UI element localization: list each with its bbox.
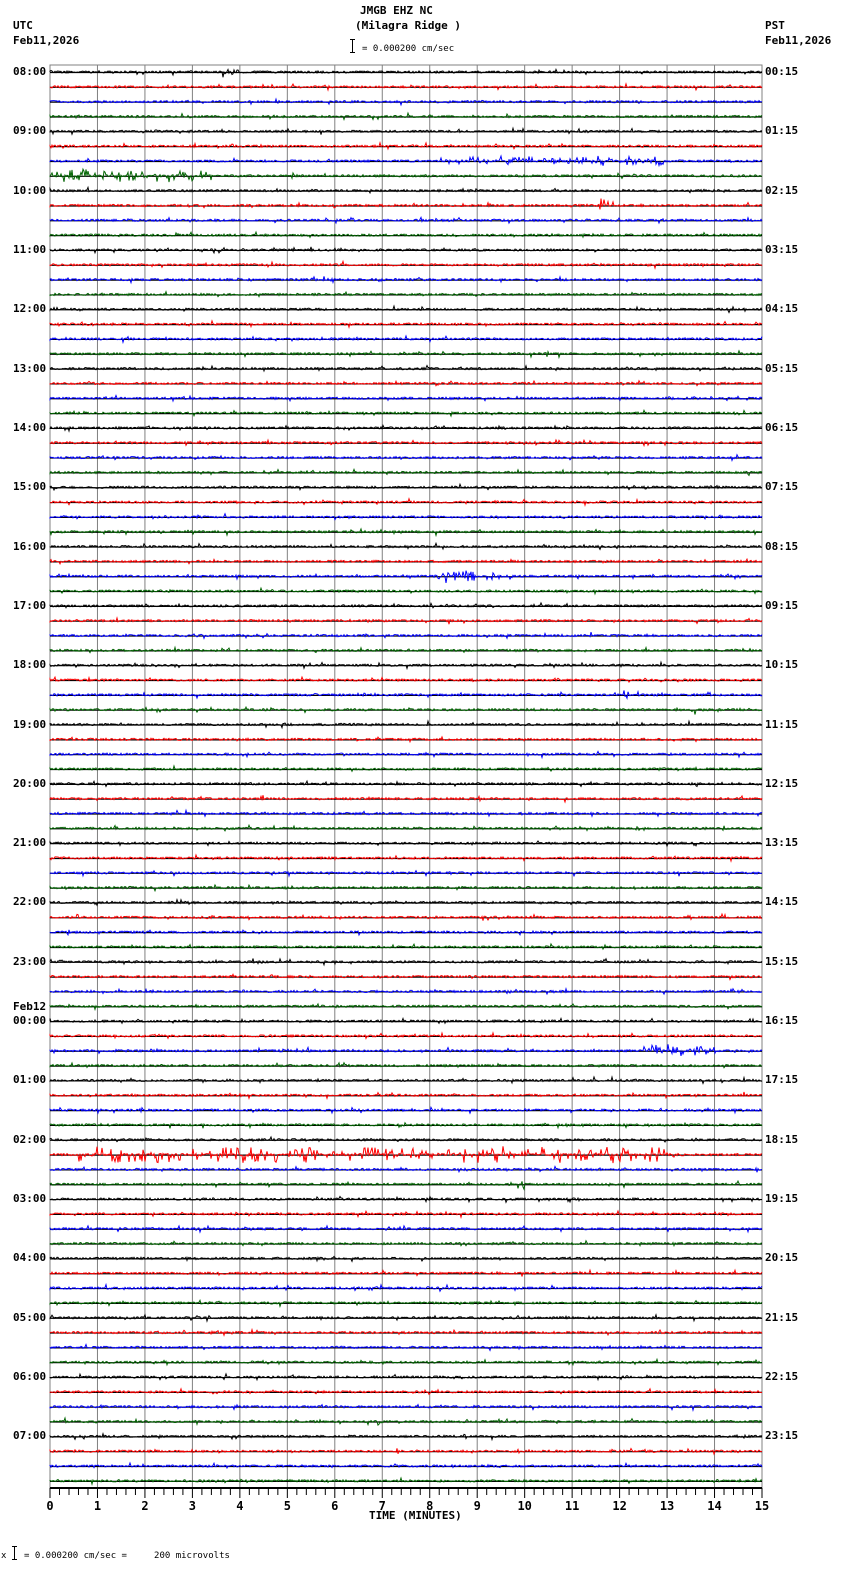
x-tick-label: 15 (754, 1499, 770, 1513)
utc-hour-label: 13:00 (13, 361, 47, 375)
x-tick-label: 6 (331, 1499, 339, 1513)
footer-scale-label: = 0.000200 cm/sec = 200 microvolts (24, 1551, 230, 1561)
utc-hour-label: 11:00 (13, 242, 47, 256)
pst-time-label: 05:15 (765, 361, 799, 375)
x-tick-label: 2 (141, 1499, 149, 1513)
x-tick-label: 13 (659, 1499, 675, 1513)
utc-hour-label: 04:00 (13, 1251, 47, 1265)
pst-time-label: 00:15 (765, 65, 799, 78)
utc-hour-label: 14:00 (13, 420, 47, 434)
utc-hour-label: 06:00 (13, 1370, 47, 1384)
right-timezone: PST (765, 19, 785, 32)
x-tick-label: 4 (236, 1499, 244, 1513)
x-tick-label: 14 (707, 1499, 722, 1513)
utc-hour-label: 16:00 (13, 539, 47, 553)
x-tick-label: 3 (188, 1499, 197, 1513)
utc-hour-label: 10:00 (13, 183, 47, 197)
pst-time-label: 03:15 (765, 242, 799, 256)
pst-time-label: 10:15 (765, 658, 799, 672)
utc-hour-label: 09:00 (13, 124, 47, 138)
utc-hour-label: 20:00 (13, 776, 47, 790)
pst-time-label: 22:15 (765, 1370, 799, 1384)
x-tick-label: 10 (517, 1499, 532, 1513)
utc-hour-label: 03:00 (13, 1192, 47, 1206)
pst-time-label: 18:15 (765, 1132, 799, 1146)
pst-time-label: 20:15 (765, 1251, 799, 1265)
pst-time-label: 04:15 (765, 302, 799, 316)
utc-hour-label: 22:00 (13, 895, 47, 909)
station-title: JMGB EHZ NC (360, 4, 433, 17)
pst-time-label: 23:15 (765, 1429, 799, 1443)
pst-time-label: 17:15 (765, 1073, 799, 1087)
pst-time-label: 07:15 (765, 480, 799, 494)
pst-time-label: 01:15 (765, 124, 799, 138)
left-date: Feb11,2026 (13, 34, 80, 47)
utc-hour-label: 17:00 (13, 598, 47, 612)
x-tick-label: 12 (612, 1499, 627, 1513)
utc-hour-label: 05:00 (13, 1310, 47, 1324)
pst-time-label: 02:15 (765, 183, 799, 197)
pst-time-label: 16:15 (765, 1014, 799, 1028)
x-tick-label: 8 (426, 1499, 434, 1513)
utc-hour-label: 08:00 (13, 65, 47, 78)
utc-hour-label: 07:00 (13, 1429, 47, 1443)
pst-time-label: 12:15 (765, 776, 799, 790)
x-tick-label: 7 (378, 1499, 386, 1513)
x-tick-label: 1 (93, 1499, 102, 1513)
utc-hour-label: 00:00 (13, 1014, 47, 1028)
pst-time-label: 06:15 (765, 420, 799, 434)
footer-prefix: x (1, 1551, 7, 1561)
right-date: Feb11,2026 (765, 34, 832, 47)
footer-scale-bar-icon (14, 1546, 20, 1560)
utc-hour-label: 18:00 (13, 658, 47, 672)
pst-time-label: 09:15 (765, 598, 799, 612)
x-tick-label: 11 (564, 1499, 580, 1513)
utc-hour-label: 12:00 (13, 302, 47, 316)
utc-hour-label: 19:00 (13, 717, 47, 731)
x-tick-label: 0 (46, 1499, 54, 1513)
station-location: (Milagra Ridge ) (355, 19, 461, 32)
scale-label: = 0.000200 cm/sec (362, 44, 455, 54)
pst-time-label: 11:15 (765, 717, 799, 731)
utc-hour-label: 02:00 (13, 1132, 47, 1146)
left-timezone: UTC (13, 19, 33, 32)
pst-time-label: 15:15 (765, 954, 799, 968)
pst-time-label: 14:15 (765, 895, 799, 909)
x-tick-label: 5 (283, 1499, 291, 1513)
utc-hour-label: 23:00 (13, 954, 47, 968)
pst-time-label: 13:15 (765, 836, 799, 850)
utc-hour-label: 15:00 (13, 480, 47, 494)
utc-hour-label: 21:00 (13, 836, 47, 850)
pst-time-label: 08:15 (765, 539, 799, 553)
x-axis-title: TIME (MINUTES) (369, 1509, 462, 1522)
utc-date-label: Feb12 (13, 1000, 47, 1014)
utc-hour-label: 01:00 (13, 1073, 47, 1087)
x-tick-label: 9 (473, 1499, 481, 1513)
pst-time-label: 19:15 (765, 1192, 799, 1206)
pst-time-label: 21:15 (765, 1310, 799, 1324)
